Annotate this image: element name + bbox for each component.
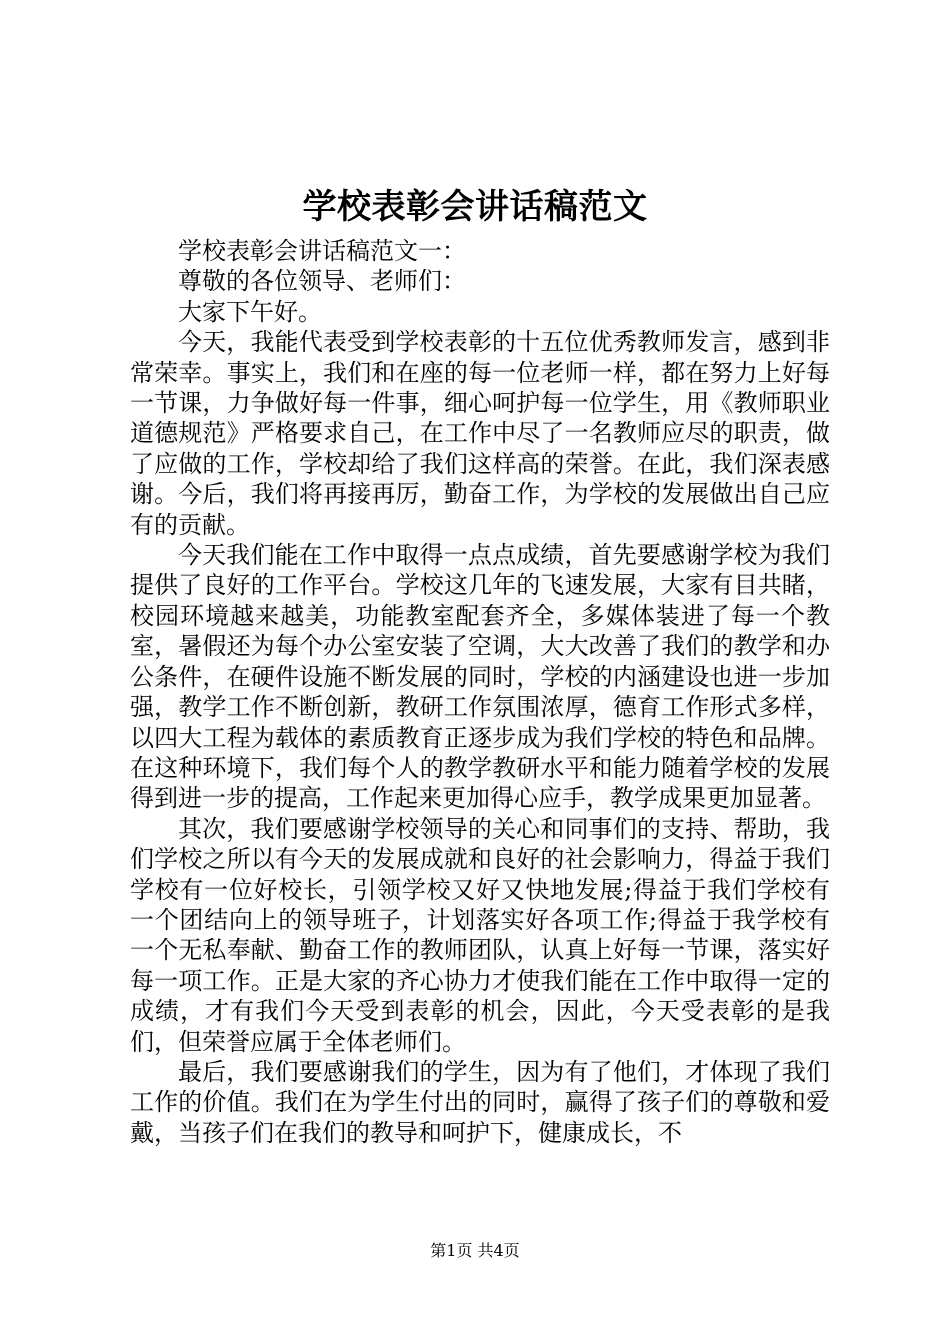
paragraph: 尊敬的各位领导、老师们： — [178, 267, 466, 296]
paragraph: 学校表彰会讲话稿范文一： — [178, 237, 466, 265]
document-body — [130, 236, 830, 1148]
document-title: 学校表彰会讲话稿范文 — [302, 187, 648, 227]
paragraph: 大家下午好。 — [178, 297, 322, 326]
paragraph: 其次，我们要感谢学校领导的关心和同事们的支持、帮助，我们学校之所以有今天的发展成就和良好的社会影响力，得益于我们学校有一位好校长，引领学校又好又快地发展;得益于我们学校有一个团结向上的领导班子，计划落实好各项工作;得益于我学校有一个无私奉献、勤奋工作的教师团队，认真上好每一节课，落实好每一项工作。正是大家的齐心协力才使我们能在工作中取得一定的成绩，才有我们今天受到表彰的机会，因此，今天受表彰的是我们，但荣誉应属于全体老师们。 — [130, 814, 830, 1056]
paragraph: 今天，我能代表受到学校表彰的十五位优秀教师发言，感到非常荣幸。事实上，我们和在座的每一位老师一样，都在努力上好每一节课，力争做好每一件事，细心呵护每一位学生，用《教师职业道德规范》严格要求自己，在工作中尽了一名教师应尽的职责，做了应做的工作，学校却给了我们这样高的荣誉。在此，我们深表感谢。今后，我们将再接再厉，勤奋工作，为学校的发展做出自己应有的贡献。 — [130, 328, 830, 539]
paragraph: 今天我们能在工作中取得一点点成绩，首先要感谢学校为我们提供了良好的工作平台。学校这几年的飞速发展，大家有目共睹，校园环境越来越美，功能教室配套齐全，多媒体装进了每一个教室，暑假还为每个办公室安装了空调，大大改善了我们的教学和办公条件，在硬件设施不断发展的同时，学校的内涵建设也进一步加强，教学工作不断创新，教研工作氛围浓厚，德育工作形式多样，以四大工程为载体的素质教育正逐步成为我们学校的特色和品牌。在这种环境下，我们每个人的教学教研水平和能力随着学校的发展得到进一步的提高，工作起来更加得心应手，教学成果更加显著。 — [130, 541, 830, 813]
paragraph: 最后，我们要感谢我们的学生，因为有了他们，才体现了我们工作的价值。我们在为学生付出的同时，赢得了孩子们的尊敬和爱戴，当孩子们在我们的教导和呵护下，健康成长，不 — [130, 1057, 830, 1147]
page-footer: 第1页 共4页 — [430, 1241, 520, 1260]
